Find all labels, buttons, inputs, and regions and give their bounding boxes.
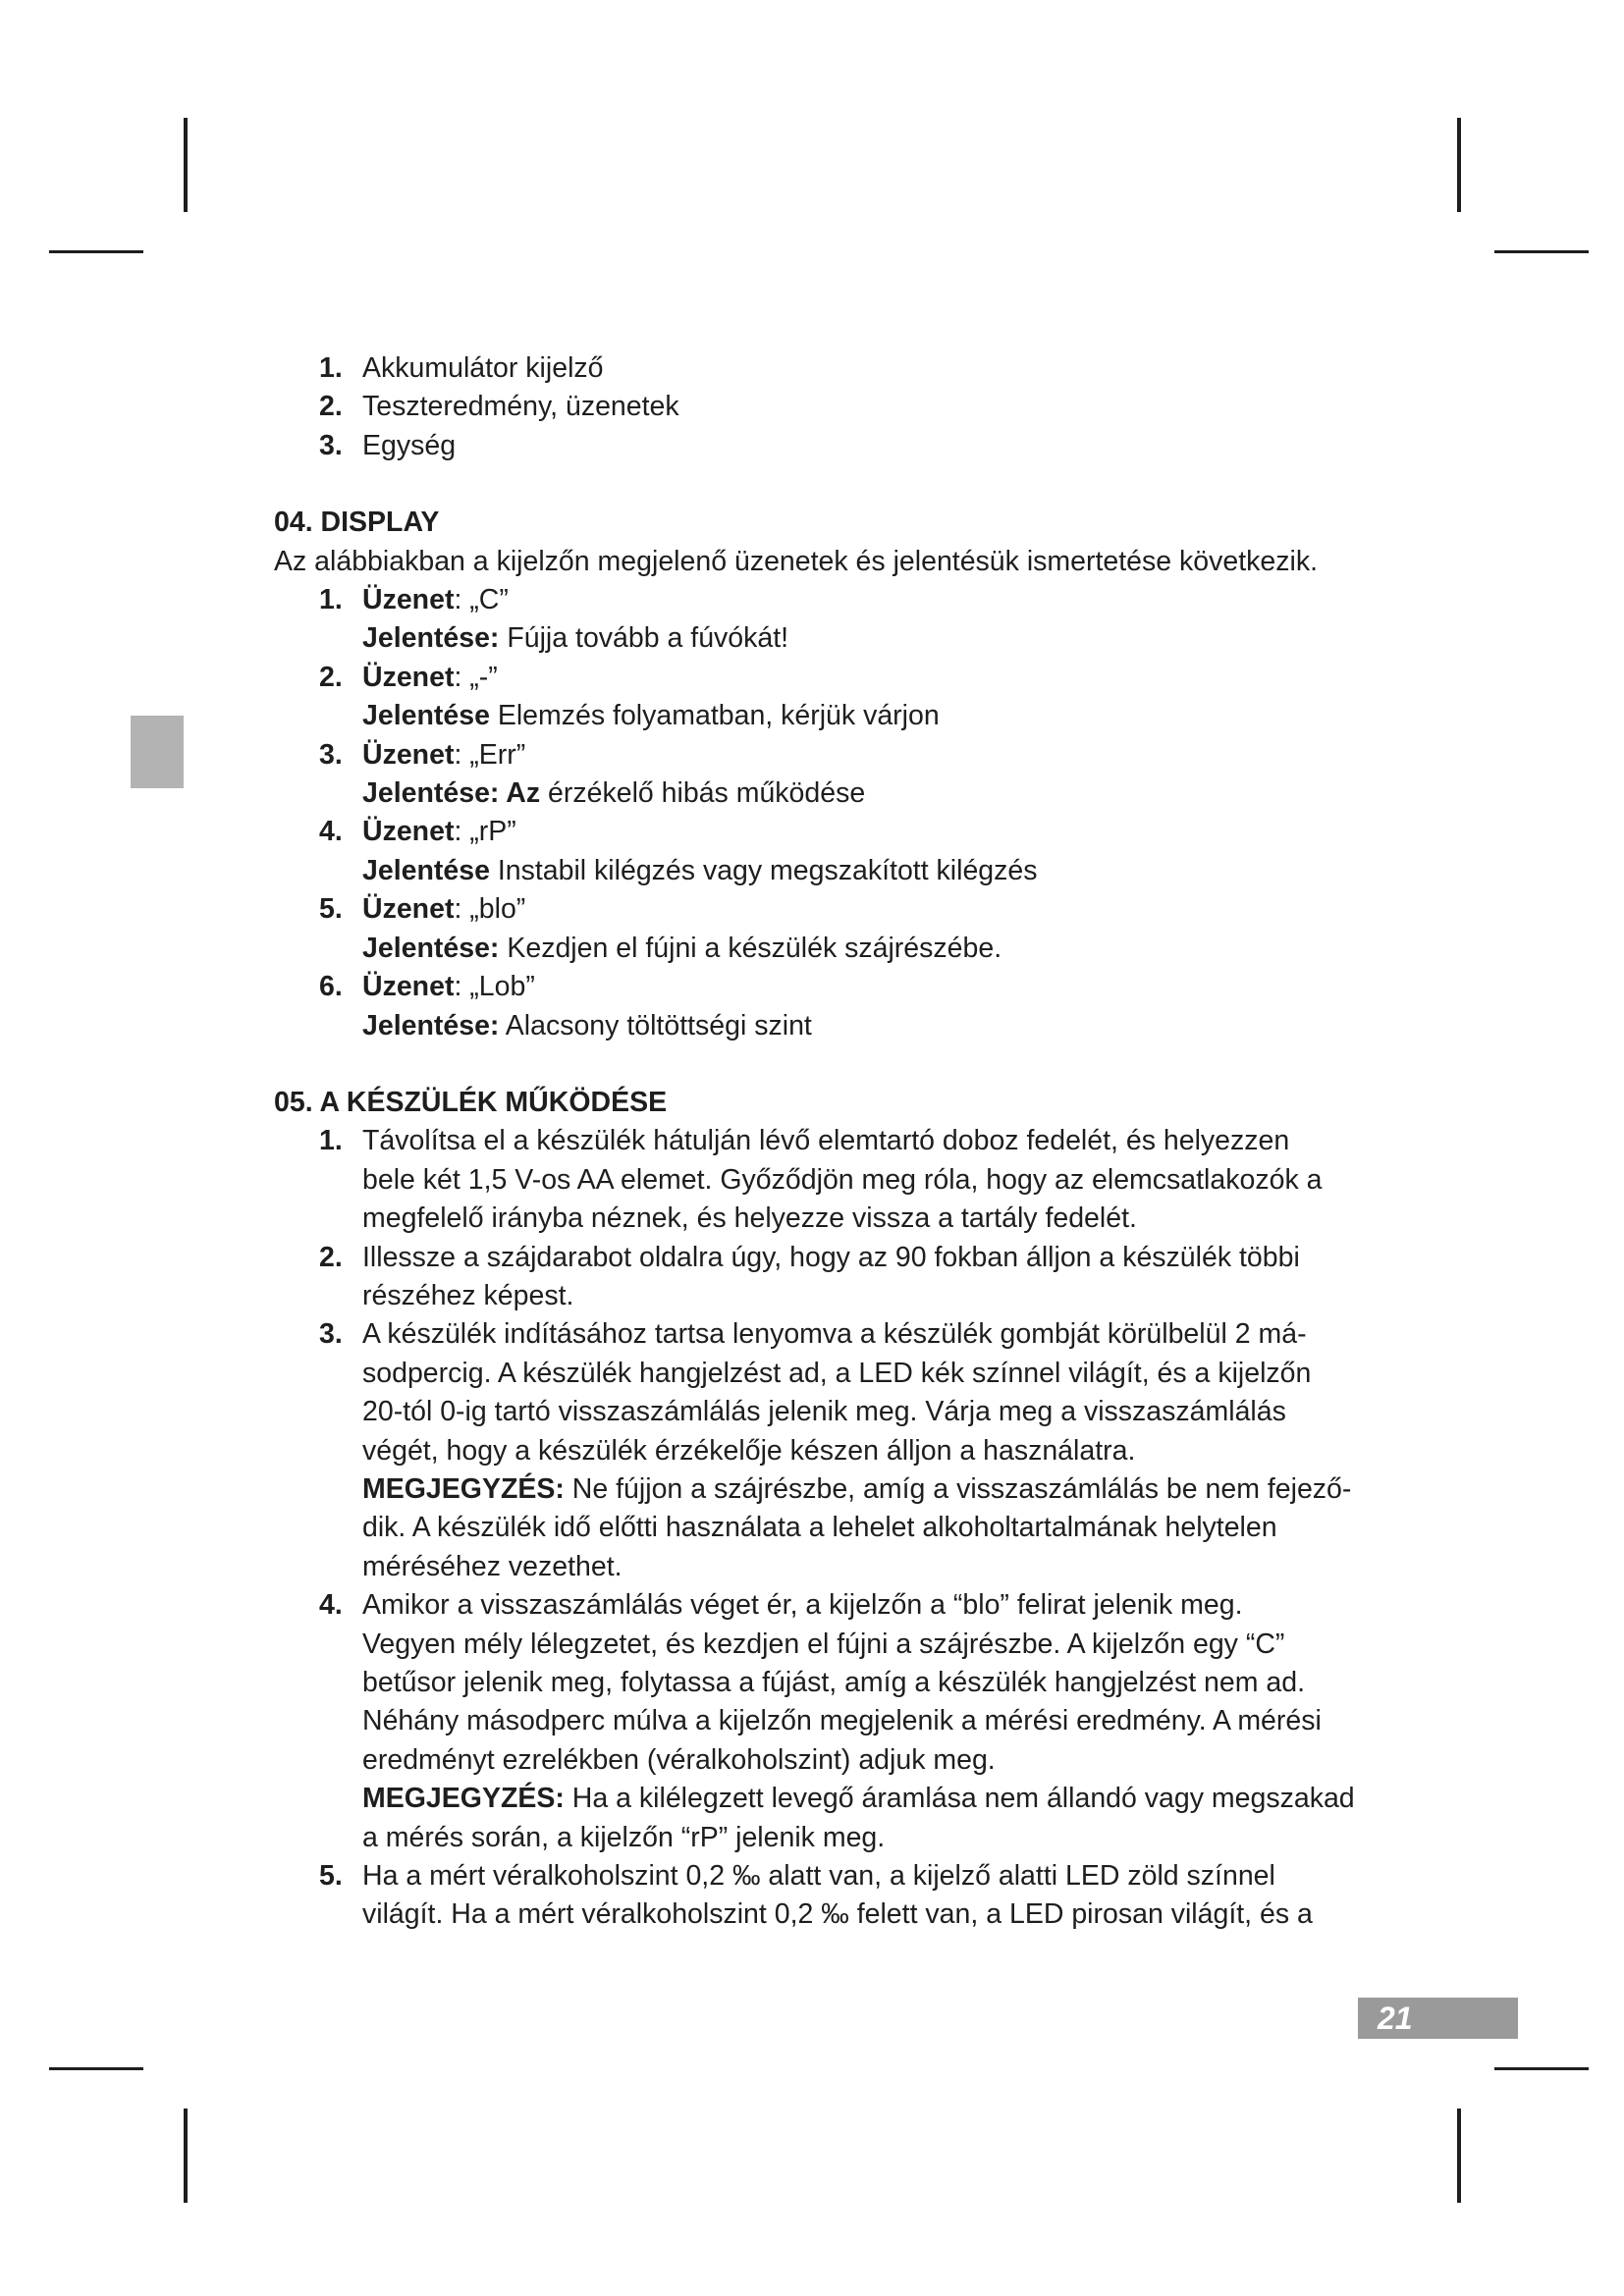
note-line: méréséhez vezethet. xyxy=(362,1550,623,1582)
message-label: Üzenet xyxy=(362,816,455,848)
note-text: Ne fújjon a szájrészbe, amíg a visszaszámlálás be nem fejező- xyxy=(564,1472,1352,1505)
message-label: Üzenet xyxy=(362,661,455,693)
step-line: végét, hogy a készülék érzékelője készen álljon a használatra. xyxy=(362,1434,1136,1467)
step-item xyxy=(274,1239,1374,1316)
step-item xyxy=(274,1122,1374,1238)
message-value: : „Lob” xyxy=(454,971,535,1003)
operation-steps-list xyxy=(274,1122,1374,1935)
message-label: Üzenet xyxy=(362,971,455,1003)
meaning-text: Alacsony töltöttségi szint xyxy=(499,1009,812,1041)
step-line: részéhez képest. xyxy=(362,1279,574,1311)
step-line: világít. Ha a mért véralkoholszint 0,2 ‰ felett van, a LED pirosan világít, és a xyxy=(362,1898,1313,1931)
message-label: Üzenet xyxy=(362,584,455,616)
message-item xyxy=(274,736,1374,814)
display-section-heading: 04. DISPLAY xyxy=(274,507,440,539)
step-item xyxy=(274,1315,1374,1586)
item-number: 6. xyxy=(319,971,343,1003)
item-text: Akkumulátor kijelző xyxy=(362,352,604,384)
note-line: dik. A készülék idő előtti használata a lehelet alkoholtartalmának helytelen xyxy=(362,1512,1277,1544)
message-value: : „rP” xyxy=(454,816,516,848)
item-text: Egység xyxy=(362,429,457,461)
chapter-tab-marker xyxy=(131,716,184,788)
list-item xyxy=(274,349,1374,388)
step-line: eredményt ezrelékben (véralkoholszint) adjuk meg. xyxy=(362,1743,996,1776)
item-number: 3. xyxy=(319,1318,343,1351)
crop-mark-top-left-vertical xyxy=(184,118,188,212)
message-value: : „blo” xyxy=(454,893,526,926)
message-label: Üzenet xyxy=(362,893,455,926)
item-number: 2. xyxy=(319,1241,343,1273)
step-line: A készülék indításához tartsa lenyomva a készülék gombját körülbelül 2 má- xyxy=(362,1318,1307,1351)
item-number: 5. xyxy=(319,893,343,926)
crop-mark-bottom-left-horizontal xyxy=(49,2067,143,2070)
step-line: Illessze a szájdarabot oldalra úgy, hogy az 90 fokban álljon a készülék többi xyxy=(362,1241,1300,1273)
message-value: : „Err” xyxy=(454,738,526,771)
crop-mark-bottom-right-horizontal xyxy=(1494,2067,1589,2070)
meaning-label: Jelentése: xyxy=(362,1009,500,1041)
crop-mark-bottom-left-vertical xyxy=(184,2109,188,2203)
note-label: MEGJEGYZÉS: xyxy=(362,1783,565,1815)
step-line: Néhány másodperc múlva a kijelzőn megjelenik a mérési eredmény. A mérési xyxy=(362,1705,1322,1737)
item-number: 5. xyxy=(319,1860,343,1893)
meaning-text: Instabil kilégzés vagy megszakított kilégzés xyxy=(489,854,1038,886)
step-line: 20-tól 0-ig tartó visszaszámlálás jelenik meg. Várja meg a visszaszámlálás xyxy=(362,1396,1286,1428)
meaning-text: Fújja tovább a fúvókát! xyxy=(499,622,789,655)
item-number: 4. xyxy=(319,1589,343,1622)
item-number: 2. xyxy=(319,391,343,423)
display-messages-list xyxy=(274,581,1374,1045)
step-item xyxy=(274,1857,1374,1935)
operation-section-heading: 05. A KÉSZÜLÉK MŰKÖDÉSE xyxy=(274,1086,668,1118)
page-number: 21 xyxy=(1378,2001,1413,2036)
message-item xyxy=(274,813,1374,890)
meaning-label: Jelentése: xyxy=(362,622,500,655)
page-content xyxy=(274,349,1374,1935)
step-line: megfelelő irányba néznek, és helyezze vissza a tartály fedelét. xyxy=(362,1202,1137,1235)
item-number: 1. xyxy=(319,584,343,616)
list-item xyxy=(274,388,1374,426)
step-item xyxy=(274,1586,1374,1857)
note-label: MEGJEGYZÉS: xyxy=(362,1472,565,1505)
message-item xyxy=(274,968,1374,1045)
step-line: bele két 1,5 V-os AA elemet. Győződjön meg róla, hogy az elemcsatlakozók a xyxy=(362,1163,1323,1196)
meaning-text: Elemzés folyamatban, kérjük várjon xyxy=(489,700,940,732)
list-item xyxy=(274,427,1374,465)
item-number: 4. xyxy=(319,816,343,848)
item-number: 2. xyxy=(319,661,343,693)
crop-mark-top-right-horizontal xyxy=(1494,250,1589,253)
item-number: 3. xyxy=(319,738,343,771)
meaning-label: Jelentése: Az xyxy=(362,777,541,810)
item-number: 3. xyxy=(319,429,343,461)
step-line: sodpercig. A készülék hangjelzést ad, a LED kék színnel világít, és a kijelzőn xyxy=(362,1357,1312,1389)
item-text: Teszteredmény, üzenetek xyxy=(362,391,679,423)
crop-mark-top-left-horizontal xyxy=(49,250,143,253)
meaning-label: Jelentése xyxy=(362,854,490,886)
message-item xyxy=(274,659,1374,736)
meaning-text: Kezdjen el fújni a készülék szájrészébe. xyxy=(499,932,1002,964)
message-label: Üzenet xyxy=(362,738,455,771)
display-section-intro: Az alábbiakban a kijelzőn megjelenő üzenetek és jelentésük ismertetése következik. xyxy=(274,545,1319,577)
crop-mark-top-right-vertical xyxy=(1457,118,1461,212)
meaning-label: Jelentése xyxy=(362,700,490,732)
note-text: Ha a kilélegzett levegő áramlása nem állandó vagy megszakad xyxy=(564,1783,1355,1815)
item-number: 1. xyxy=(319,1125,343,1157)
step-line: betűsor jelenik meg, folytassa a fújást, amíg a készülék hangjelzést nem ad. xyxy=(362,1667,1306,1698)
step-line: Vegyen mély lélegzetet, és kezdjen el fújni a szájrészbe. A kijelzőn egy “C” xyxy=(362,1628,1285,1660)
message-value: : „-” xyxy=(454,661,498,693)
step-line: Amikor a visszaszámlálás véget ér, a kijelzőn a “blo” felirat jelenik meg. xyxy=(362,1589,1243,1622)
page-number-badge xyxy=(1358,1998,1518,2039)
crop-mark-bottom-right-vertical xyxy=(1457,2109,1461,2203)
message-value: : „C” xyxy=(454,584,509,616)
message-item xyxy=(274,890,1374,968)
meaning-text: érzékelő hibás működése xyxy=(540,777,866,810)
step-line: Távolítsa el a készülék hátulján lévő elemtartó doboz fedelét, és helyezzen xyxy=(362,1125,1290,1157)
step-line: Ha a mért véralkoholszint 0,2 ‰ alatt van, a kijelző alatti LED zöld színnel xyxy=(362,1860,1275,1893)
message-item xyxy=(274,581,1374,659)
display-parts-list xyxy=(274,349,1374,465)
note-line: a mérés során, a kijelzőn “rP” jelenik meg. xyxy=(362,1821,886,1853)
item-number: 1. xyxy=(319,352,343,384)
meaning-label: Jelentése: xyxy=(362,932,500,964)
